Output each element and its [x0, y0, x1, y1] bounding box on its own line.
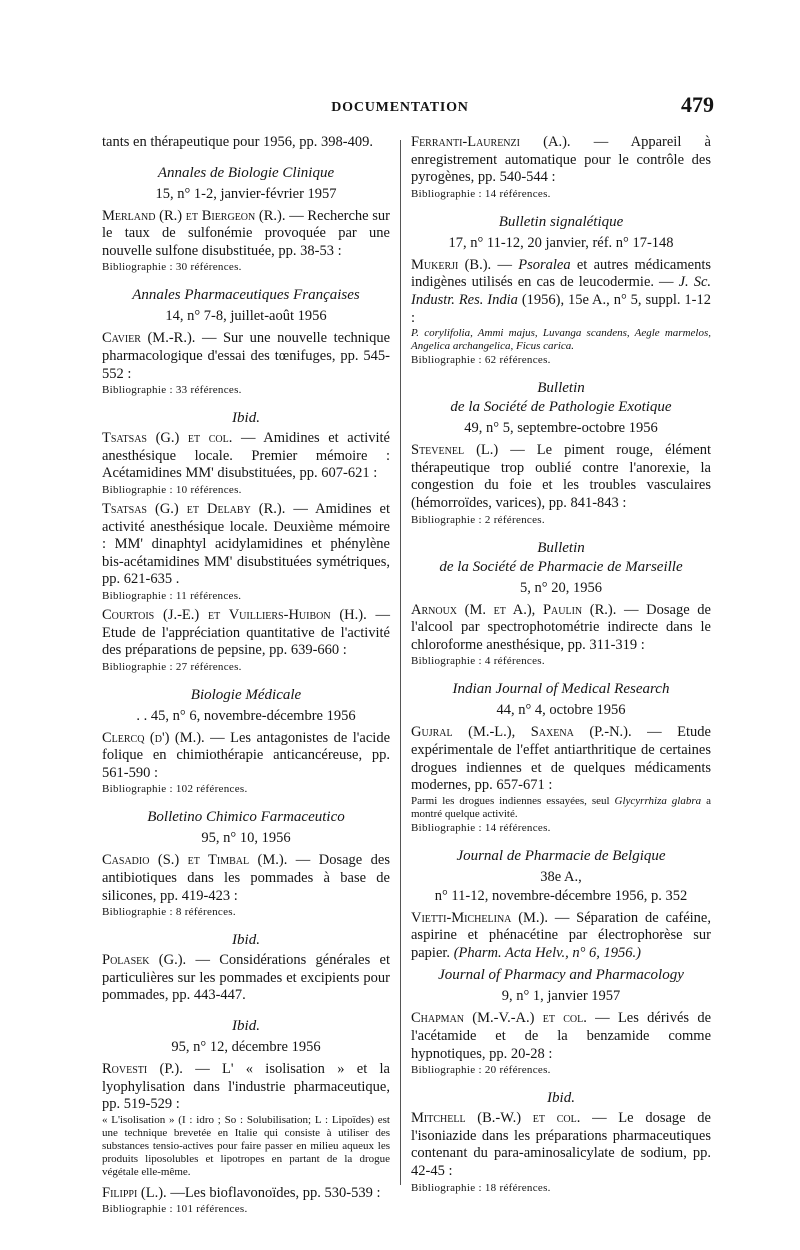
- page-number: 479: [681, 92, 714, 117]
- entry-text: — Amidines et activité anesthésique locale. Premier mémoire : Acétamidines MM' disubstituées, pp. 607-621 :: [102, 430, 390, 482]
- entry-filippi: [102, 1185, 390, 1217]
- bibliography-count: Bibliographie : 18 références.: [411, 1181, 551, 1194]
- entry-arnoux: [411, 602, 711, 669]
- bibliography-count: Bibliographie : 8 références.: [102, 906, 236, 919]
- issue-line: 49, n° 5, septembre-octobre 1956: [464, 420, 658, 437]
- entry-text: — Dosage des antibiotiques dans les pommades à base de silicones, pp. 419-423 :: [102, 852, 390, 904]
- entry-polasek: [102, 952, 390, 1005]
- entry-authors: Gujral (M.-L.), Saxena (P.-N.).: [411, 724, 632, 741]
- entry-text: — Amidines et activité anesthésique locale. Deuxième mémoire : MM' dinaphtyl acidylamidines et phénylène bis-acétamidines MM' disubstituées symétriques, pp. 621-635 .: [102, 500, 390, 588]
- journal-title: Indian Journal of Medical Research: [452, 681, 670, 698]
- bibliography-count: Bibliographie : 14 références.: [411, 187, 551, 200]
- issue-line: 5, n° 20, 1956: [520, 579, 602, 596]
- entry-rovesti: [102, 1061, 390, 1179]
- entry-authors: Casadio (S.) et Timbal (M.).: [102, 852, 288, 869]
- entry-authors: Polasek (G.).: [102, 952, 187, 969]
- entry-text: — Etude de l'appréciation quantitative de l'activité des préparations de pepsine, pp. 639-660 :: [102, 606, 390, 659]
- issue-line: 44, n° 4, octobre 1956: [496, 702, 626, 719]
- bibliography-count: Bibliographie : 33 références.: [102, 384, 242, 397]
- entry-authors: Tsatsas (G.) et col.: [102, 430, 233, 447]
- bibliography-count: Bibliographie : 11 références.: [102, 589, 242, 602]
- journal-title: Journal of Pharmacy and Pharmacology: [438, 967, 684, 984]
- left-column: [102, 134, 390, 1220]
- entry-authors: Tsatsas (G.) et Delaby (R.).: [102, 500, 286, 517]
- journal-title: Ibid.: [232, 410, 260, 427]
- bibliography-count: Bibliographie : 62 références.: [411, 354, 551, 367]
- entry-note: P. corylifolia, Ammi majus, Luvanga scandens, Aegle marmelos, Angelica archangelica, Ficus carica.: [411, 327, 711, 353]
- entry-cavier: [102, 330, 390, 397]
- journal-title: Bulletin de la Société de Pathologie Exotique: [450, 380, 672, 416]
- bibliography-count: Bibliographie : 2 références.: [411, 513, 545, 526]
- entry-vietti: [411, 910, 711, 963]
- journal-title: Annales Pharmaceutiques Françaises: [132, 287, 360, 304]
- entry-authors: Chapman (M.-V.-A.) et col.: [411, 1010, 587, 1027]
- bibliography-count: Bibliographie : 101 références.: [102, 1203, 248, 1216]
- journal-title: Biologie Médicale: [190, 686, 302, 703]
- entry-mitchell: [411, 1110, 711, 1194]
- issue-line: 95, n° 12, décembre 1956: [171, 1039, 321, 1056]
- entry-text: — Les antagonistes de l'acide folique en chimiothérapie anticancéreuse, pp. 561-590 :: [102, 729, 390, 781]
- entry-text: — Séparation de caféine, aspirine et phénacétine par électrophorèse sur papier.: [411, 909, 711, 961]
- column-divider: [400, 140, 401, 1185]
- journal-title: Bolletino Chimico Farmaceutico: [147, 809, 345, 826]
- entry-tsatsas-2: [102, 501, 390, 603]
- issue-line: 15, n° 1-2, janvier-février 1957: [155, 185, 337, 202]
- bibliography-count: Bibliographie : 14 références.: [411, 821, 551, 834]
- entry-text: — Dosage de l'alcool par spectrophotométrie indirecte dans le chloroforme anesthésique, pp. 311-319 :: [411, 601, 711, 653]
- entry-authors: Mukerji (B.).: [411, 256, 492, 273]
- entry-italic: Psoralea: [518, 256, 571, 273]
- entry-gujral: [411, 724, 711, 834]
- entry-authors: Clercq (d') (M.).: [102, 729, 205, 746]
- entry-authors: Ferranti-Laurenzi (A.).: [411, 134, 571, 150]
- page-header: [0, 92, 800, 122]
- entry-text: — Considérations générales et particulières sur les pommades et excipients pour pommades, pp. 443-447.: [102, 952, 390, 1004]
- entry-authors: Vietti-Michelina (M.).: [411, 909, 549, 926]
- journal-citation: (Pharm. Acta Helv., n° 6, 1956.): [453, 944, 641, 961]
- issue-line: . . 45, n° 6, novembre-décembre 1956: [136, 707, 356, 724]
- entry-text: — Les dérivés de l'acétamide et de la benzamide comme hypnotiques, pp. 20-28 :: [411, 1010, 712, 1062]
- issue-line-continued: n° 11-12, novembre-décembre 1956, p. 352: [434, 887, 688, 904]
- entry-chapman: [411, 1010, 711, 1077]
- journal-citation: J. Sc. Industr. Res. India: [411, 274, 712, 308]
- entry-continuation: [102, 134, 390, 152]
- entry-text: — Sur une nouvelle technique pharmacologique d'essai des tœnifuges, pp. 545-552 :: [102, 330, 390, 382]
- entry-ferranti: [411, 134, 711, 201]
- entry-courtois: [102, 607, 390, 674]
- entry-note: « L'isolisation » (I : idro ; So : Solubilisation; L : Lipoïdes) est une technique brevetée en Italie qui consiste à utiliser des substances tensio-actives pour faire passer en milieu aqueux les produits liposolubles et lipotropes en partant de la drogue végétale elle-même.: [102, 1113, 390, 1178]
- entry-merland: [102, 208, 390, 275]
- bibliography-count: Bibliographie : 102 références.: [102, 783, 248, 796]
- entry-casadio: [102, 852, 390, 919]
- entry-note: Parmi les drogues indiennes essayées, seul Glycyrrhiza glabra a montré quelque activité.: [411, 794, 711, 820]
- entry-tsatsas-1: [102, 430, 390, 497]
- entry-text: — Le piment rouge, élément thérapeutique trop oublié contre l'anorexie, la congestion du foie et les troubles vasculaires (hémorroïdes, varices), pp. 841-843 :: [411, 442, 711, 511]
- journal-title: Journal de Pharmacie de Belgique: [456, 847, 666, 864]
- issue-line: 17, n° 11-12, 20 janvier, réf. n° 17-148: [448, 234, 674, 251]
- entry-text: — Recherche sur le taux de sulfonémie provoquée par une nouvelle sulfone disubstituée, pp. 38-53 :: [102, 207, 390, 259]
- entry-authors: Stevenel (L.): [411, 442, 499, 459]
- entry-text: — Appareil à enregistrement automatique pour le contrôle des pyrogènes, pp. 540-544 :: [411, 134, 711, 186]
- entry-clercq: [102, 730, 390, 797]
- journal-title: Bulletin signalétique: [498, 213, 624, 230]
- entry-authors: Merland (R.) et Biergeon (R.).: [102, 207, 286, 224]
- right-column: [411, 134, 711, 1199]
- bibliography-count: Bibliographie : 20 références.: [411, 1064, 551, 1077]
- issue-line: 9, n° 1, janvier 1957: [501, 988, 621, 1005]
- bibliography-count: Bibliographie : 30 références.: [102, 261, 242, 274]
- entry-text: —Les bioflavonoïdes, pp. 530-539 :: [166, 1184, 381, 1201]
- issue-line: 95, n° 10, 1956: [201, 830, 291, 847]
- entry-authors: Arnoux (M. et A.), Paulin (R.).: [411, 601, 617, 618]
- journal-title: Bulletin de la Société de Pharmacie de Marseille: [439, 539, 683, 575]
- entry-text: — Le dosage de l'isoniazide dans les préparations pharmaceutiques contenant du para-aminosalicylate de sodium, pp. 42-45 :: [411, 1110, 711, 1180]
- issue-line: 14, n° 7-8, juillet-août 1956: [165, 308, 327, 325]
- entry-text: tants en thérapeutique pour 1956, pp. 398-409.: [102, 134, 374, 150]
- entry-stevenel: [411, 442, 711, 526]
- entry-mukerji: Mukerji (B.). — Psoralea et autres médicaments indigènes utilisés en cas de leucodermie. — J. Sc. Industr. Res. India (1956), 15e A., n° 5, suppl. 1-12 : P. corylifolia, Ammi majus, Luvanga scandens, Aegle marmelos, Angelica archangelica, Ficus carica. Bibliographie : 62 références.: [411, 256, 712, 367]
- entry-text: — Etude expérimentale de l'effet antiarthritique de certaines drogues indiennes et de quelques médicaments modernes, pp. 657-671 :: [411, 724, 711, 794]
- journal-title: Ibid.: [232, 1018, 260, 1035]
- journal-title: Ibid.: [547, 1090, 575, 1107]
- journal-title: Annales de Biologie Clinique: [157, 164, 335, 181]
- entry-authors: Cavier (M.-R.).: [102, 330, 196, 347]
- issue-line: 38e A.,: [540, 868, 582, 885]
- bibliography-count: Bibliographie : 4 références.: [411, 655, 545, 668]
- entry-authors: Mitchell (B.-W.) et col.: [411, 1110, 581, 1127]
- running-title: DOCUMENTATION: [331, 100, 469, 115]
- entry-authors: Filippi (L.).: [102, 1184, 167, 1201]
- bibliography-count: Bibliographie : 27 références.: [102, 660, 242, 673]
- entry-authors: Rovesti (P.).: [102, 1061, 183, 1078]
- entry-text: — L' « isolisation » et la lyophylisation dans l'industrie pharmaceutique, pp. 519-529 :: [102, 1061, 390, 1113]
- entry-authors: Courtois (J.-E.) et Vuilliers-Huibon (H.).: [102, 606, 367, 623]
- bibliography-count: Bibliographie : 10 références.: [102, 483, 242, 496]
- journal-title: Ibid.: [232, 932, 260, 949]
